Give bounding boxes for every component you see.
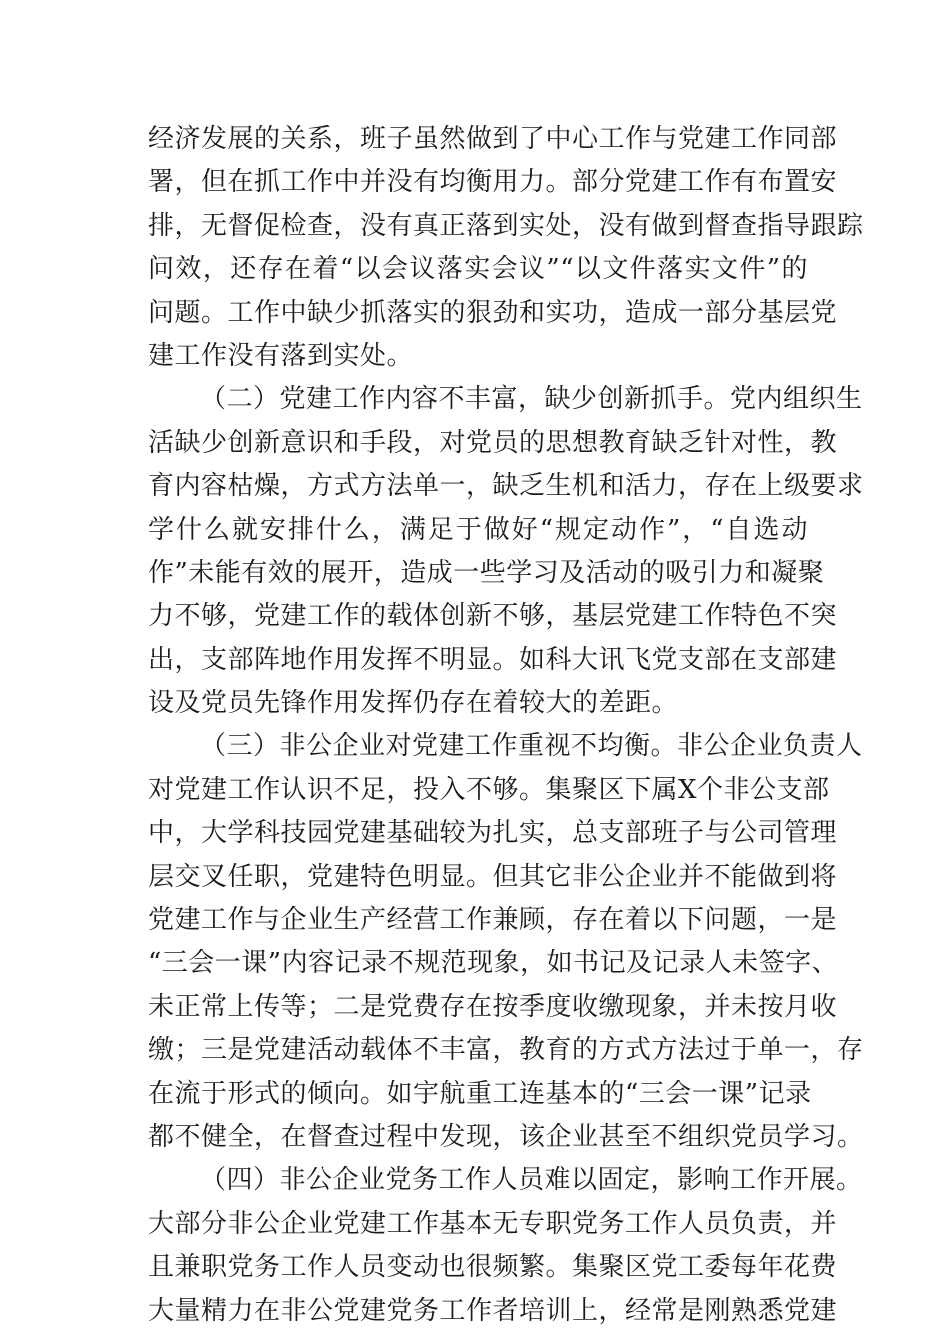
text-line: 学什么就安排什么，满足于做好“规定动作”，“自选动: [148, 514, 808, 545]
paragraph-first-line: （三）非公企业对党建工作重视不均衡。非公企业负责人: [200, 731, 863, 762]
document-body: [148, 118, 864, 1333]
text-line: 未正常上传等；二是党费存在按季度收缴现象，并未按月收: [148, 991, 838, 1022]
text-line: 在流于形式的倾向。如宇航重工连基本的“三会一课”记录: [148, 1078, 812, 1109]
paragraph-first-line: （四）非公企业党务工作人员难以固定，影响工作开展。: [200, 1165, 863, 1196]
text-line: 对党建工作认识不足，投入不够。集聚区下属X个非公支部: [148, 774, 830, 805]
paragraph-first-line: （二）党建工作内容不丰富，缺少创新抓手。党内组织生: [200, 384, 863, 415]
text-line: 署，但在抓工作中并没有均衡用力。部分党建工作有布置安: [148, 167, 838, 198]
text-line: 层交叉任职，党建特色明显。但其它非公企业并不能做到将: [148, 861, 838, 892]
text-line: 排，无督促检查，没有真正落到实处，没有做到督查指导跟踪: [148, 210, 864, 241]
text-line: 育内容枯燥，方式方法单一，缺乏生机和活力，存在上级要求: [148, 471, 864, 502]
text-line: 且兼职党务工作人员变动也很频繁。集聚区党工委每年花费: [148, 1252, 838, 1283]
text-line: 出，支部阵地作用发挥不明显。如科大讯飞党支部在支部建: [148, 644, 838, 675]
text-line: 缴；三是党建活动载体不丰富，教育的方式方法过于单一，存: [148, 1035, 864, 1066]
text-line: 中，大学科技园党建基础较为扎实，总支部班子与公司管理: [148, 818, 838, 849]
text-line: 大量精力在非公党建党务工作者培训上，经常是刚熟悉党建: [148, 1295, 838, 1326]
text-line: 设及党员先锋作用发挥仍存在着较大的差距。: [148, 688, 679, 719]
text-line: 建工作没有落到实处。: [148, 340, 414, 371]
text-line: 党建工作与企业生产经营工作兼顾，存在着以下问题，一是: [148, 905, 838, 936]
text-line: 大部分非公企业党建工作基本无专职党务工作人员负责，并: [148, 1208, 838, 1239]
text-line: 经济发展的关系，班子虽然做到了中心工作与党建工作同部: [148, 124, 838, 154]
text-line: 都不健全，在督查过程中发现，该企业甚至不组织党员学习。: [148, 1121, 864, 1152]
text-line: “三会一课”内容记录不规范现象，如书记及记录人未签字、: [148, 948, 839, 979]
text-line: 活缺少创新意识和手段，对党员的思想教育缺乏针对性，教: [148, 427, 838, 458]
text-line: 问效，还存在着“以会议落实会议”“以文件落实文件”的: [148, 254, 808, 285]
text-line: 力不够，党建工作的载体创新不够，基层党建工作特色不突: [148, 601, 838, 632]
text-line: 作”未能有效的展开，造成一些学习及活动的吸引力和凝聚: [148, 557, 825, 588]
text-line: 问题。工作中缺少抓落实的狠劲和实功，造成一部分基层党: [148, 297, 838, 328]
